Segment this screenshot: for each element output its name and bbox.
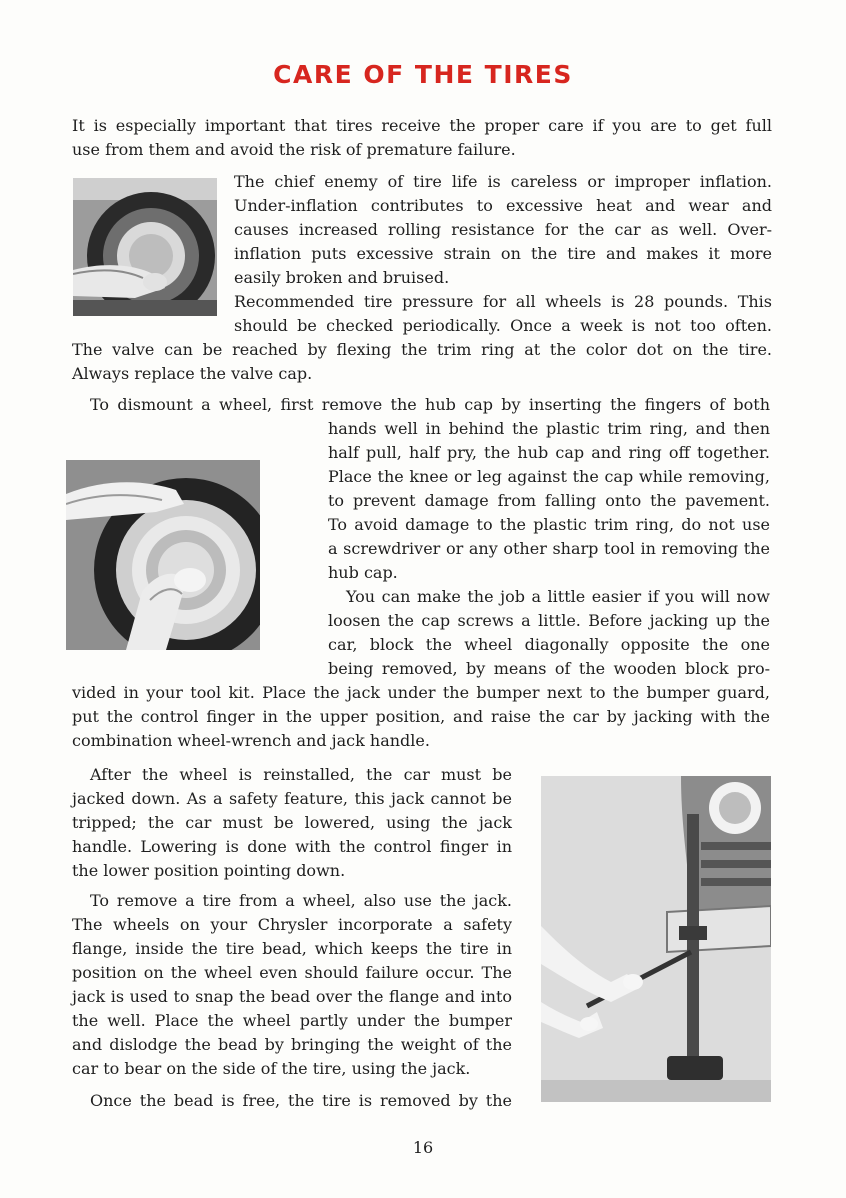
text-line: vided in your tool kit. Place the jack under the bumper next to the bumper guard, xyxy=(72,683,770,702)
remove-paragraph-lead xyxy=(90,889,512,913)
text-line: use from them and avoid the risk of premature failure. xyxy=(72,140,516,159)
inflation-paragraph xyxy=(234,170,772,290)
text-line: combination wheel-wrench and jack handle. xyxy=(72,731,430,750)
text-line: and dislodge the bead by bringing the weight of the xyxy=(72,1035,512,1054)
bumper-jack-photo xyxy=(541,776,771,1102)
easier-paragraph-lead xyxy=(346,585,770,609)
text-line: inflation puts excessive strain on the tire and makes it more xyxy=(234,244,772,263)
hubcap-removal-photo xyxy=(66,460,260,650)
text-line: to prevent damage from falling onto the pavement. xyxy=(328,491,770,510)
text-line: half pull, half pry, the hub cap and ring off together. xyxy=(328,443,770,462)
bumper-jack-illustration xyxy=(541,776,771,1102)
text-line: The chief enemy of tire life is careless or improper inflation. xyxy=(234,172,772,191)
pressure-paragraph-top xyxy=(234,290,772,338)
text-line: put the control finger in the upper position, and raise the car by jacking with the xyxy=(72,707,770,726)
pressure-paragraph-bottom xyxy=(72,338,772,386)
dismount-paragraph-lead xyxy=(90,393,770,417)
hubcap-removal-illustration xyxy=(66,460,260,650)
page-number: 16 xyxy=(412,1138,434,1157)
text-line: To dismount a wheel, first remove the hub cap by inserting the fingers of both xyxy=(90,395,770,414)
remove-paragraph xyxy=(72,913,512,1081)
tire-valve-illustration xyxy=(73,178,217,316)
text-line: Recommended tire pressure for all wheels is 28 pounds. This xyxy=(234,292,772,311)
intro-paragraph xyxy=(72,114,772,162)
text-line: hub cap. xyxy=(328,563,398,582)
easier-paragraph xyxy=(328,609,770,681)
text-line: flange, inside the tire bead, which keeps the tire in xyxy=(72,939,512,958)
text-line: car to bear on the side of the tire, using the jack. xyxy=(72,1059,471,1078)
text-line: hands well in behind the plastic trim ring, and then xyxy=(328,419,770,438)
text-line: Under-inflation contributes to excessive heat and wear and xyxy=(234,196,772,215)
text-line: the lower position pointing down. xyxy=(72,861,346,880)
bead-paragraph xyxy=(90,1089,512,1113)
text-line: jack is used to snap the bead over the flange and into xyxy=(72,987,512,1006)
text-line: The wheels on your Chrysler incorporate a safety xyxy=(72,915,512,934)
text-line: car, block the wheel diagonally opposite the one xyxy=(328,635,770,654)
reinstall-paragraph-lead xyxy=(90,763,512,787)
text-line: To remove a tire from a wheel, also use the jack. xyxy=(90,891,512,910)
text-line: To avoid damage to the plastic trim ring, do not use xyxy=(328,515,770,534)
text-line: causes increased rolling resistance for the car as well. Over- xyxy=(234,220,772,239)
text-line: jacked down. As a safety feature, this jack cannot be xyxy=(72,789,512,808)
text-line: the well. Place the wheel partly under the bumper xyxy=(72,1011,512,1030)
text-line: Always replace the valve cap. xyxy=(72,364,313,383)
text-line: easily broken and bruised. xyxy=(234,268,450,287)
easier-paragraph-bottom xyxy=(72,681,770,753)
text-line: After the wheel is reinstalled, the car must be xyxy=(90,765,512,784)
text-line: You can make the job a little easier if you will now xyxy=(346,587,770,606)
text-line: being removed, by means of the wooden block pro- xyxy=(328,659,770,678)
text-line: Once the bead is free, the tire is removed by the xyxy=(90,1091,512,1110)
text-line: a screwdriver or any other sharp tool in removing the xyxy=(328,539,770,558)
text-line: should be checked periodically. Once a week is not too often. xyxy=(234,316,772,335)
text-line: tripped; the car must be lowered, using the jack xyxy=(72,813,512,832)
page-title: CARE OF THE TIRES xyxy=(273,60,573,89)
text-line: It is especially important that tires receive the proper care if you are to get full xyxy=(72,116,772,135)
text-line: The valve can be reached by flexing the trim ring at the color dot on the tire. xyxy=(72,340,772,359)
text-line: position on the wheel even should failure occur. The xyxy=(72,963,512,982)
text-line: loosen the cap screws a little. Before jacking up the xyxy=(328,611,770,630)
text-line: Place the knee or leg against the cap while removing, xyxy=(328,467,770,486)
text-line: handle. Lowering is done with the control finger in xyxy=(72,837,512,856)
tire-valve-photo xyxy=(73,178,217,316)
reinstall-paragraph xyxy=(72,787,512,883)
dismount-paragraph xyxy=(328,417,770,585)
